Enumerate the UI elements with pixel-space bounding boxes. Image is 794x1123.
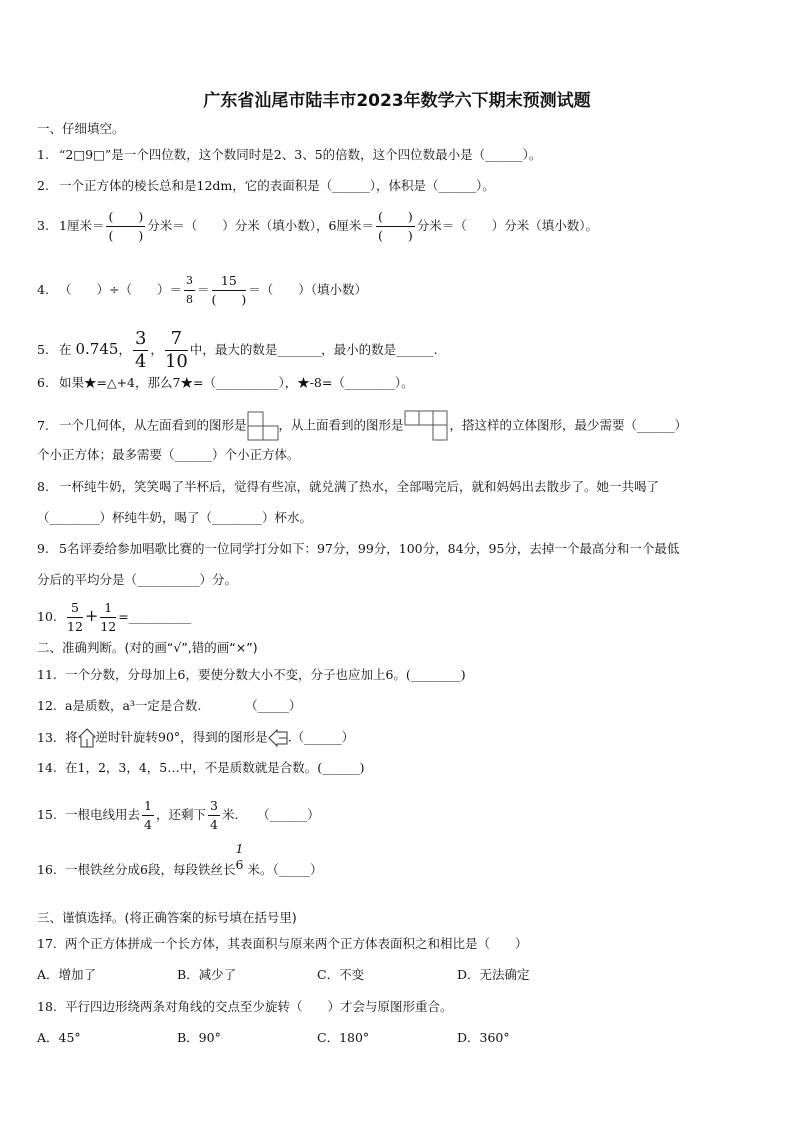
question-7-cont: 个小正方体；最多需要（______）个小正方体。 — [37, 447, 300, 462]
question-number: 13. — [37, 729, 57, 745]
question-12 — [37, 697, 301, 715]
question-9: 9. 5名评委给参加唱歌比赛的一位同学打分如下：97分，99分，100分，84分，95分，去掉一个最高分和一个最低 — [37, 541, 680, 556]
fraction-3-4: $\frac{3}{4}$ — [209, 798, 218, 832]
question-number: 3. — [37, 218, 49, 233]
question-number: 17. — [37, 936, 57, 951]
question-number: 2. — [37, 178, 49, 193]
fraction-1-12: $\frac{1}{12}$ — [100, 600, 117, 634]
option-c[interactable]: C．180° — [317, 1030, 370, 1045]
option-b[interactable]: B．减少了 — [177, 967, 237, 982]
question-10: 10. $\frac{5}{12}$ + $\frac{1}{12}$ =__________ — [37, 600, 192, 634]
option-d[interactable]: D．无法确定 — [457, 967, 530, 982]
question-number: 16. — [37, 862, 57, 877]
fraction-blank: $\frac{( )}{( )}$ — [108, 209, 144, 243]
option-c[interactable]: C．不变 — [317, 967, 365, 982]
question-text: a是质数，a³一定是合数. （_____） — [65, 698, 302, 713]
question-number: 1. — [37, 147, 49, 162]
question-number: 8. — [37, 479, 49, 494]
question-14 — [37, 759, 365, 777]
option-a[interactable]: A．增加了 — [37, 967, 97, 982]
question-number: 4. — [37, 282, 49, 297]
question-2 — [37, 177, 495, 195]
question-text: 一个分数，分母加上6，要使分数大小不变，分子也应加上6。(________) — [65, 667, 466, 682]
option-a[interactable]: A．45° — [37, 1030, 81, 1045]
question-text: “2□9□”是一个四位数，这个数同时是2、3、5的倍数，这个四位数最小是（______）。 — [59, 147, 542, 162]
question-number: 14. — [37, 760, 57, 775]
arrow-shape-original — [78, 728, 96, 748]
skewed-fraction: 1 6 — [235, 841, 244, 872]
question-number: 7. — [37, 417, 49, 433]
question-9-cont: 分后的平均分是（__________）分。 — [37, 572, 238, 587]
fraction-7-10: $\frac{7}{10}$ — [164, 328, 188, 372]
page-title: 广东省汕尾市陆丰市2023年数学六下期末预测试题 — [203, 91, 591, 111]
option-d[interactable]: D．360° — [457, 1030, 510, 1045]
question-text: 一个正方体的棱长总和是12dm，它的表面积是（______），体积是（______）。 — [59, 178, 495, 193]
fraction-blank: $\frac{( )}{( )}$ — [377, 209, 413, 243]
question-18 — [37, 998, 453, 1016]
question-7: 7. 一个几何体，从左面看到的图形是 ，从上面看到的图形是 ，搭这样的立体图形，最少需要（______） — [37, 410, 687, 442]
fraction-3-4: $\frac{3}{4}$ — [134, 328, 147, 372]
question-number: 10. — [37, 609, 57, 624]
question-17 — [37, 935, 528, 953]
question-15: 15. 一根电线用去 $\frac{1}{4}$ ，还剩下 $\frac{3}{4}$ 米. （______） — [37, 798, 320, 832]
question-text: 在1，2，3，4，5…中，不是质数就是合数。(______) — [65, 760, 365, 775]
fraction-15-blank: $\frac{15}{( )}$ — [211, 273, 247, 307]
question-3: 3. 1厘米＝ $\frac{( )}{( )}$ 分米＝（ ）分米（填小数），6厘米＝ $\frac{( )}{( )}$ 分米＝（ ）分米（填小数）。 — [37, 209, 598, 243]
question-8-cont: （________）杯纯牛奶，喝了（________）杯水。 — [37, 510, 313, 525]
question-17-options — [37, 966, 597, 984]
question-number: 12. — [37, 698, 57, 713]
question-6 — [37, 374, 414, 392]
arrow-shape-rotated — [268, 729, 288, 747]
question-18-options — [37, 1029, 597, 1047]
top-view-figure — [404, 410, 450, 442]
question-text: 两个正方体拼成一个长方体，其表面积与原来两个正方体表面积之和相比是（ ） — [65, 936, 528, 951]
question-number: 6. — [37, 375, 49, 390]
question-number: 5. — [37, 342, 49, 357]
fraction-3-8: $\frac{3}{8}$ — [185, 274, 193, 306]
question-13: 13. 将 逆时针旋转90°，得到的图形是 .（______） — [37, 728, 354, 748]
question-number: 9. — [37, 541, 49, 556]
fraction-5-12: $\frac{5}{12}$ — [67, 600, 83, 634]
question-number: 15. — [37, 807, 57, 822]
question-8: 8. 一杯纯牛奶，笑笑喝了半杯后，觉得有些凉，就兑满了热水，全部喝完后，就和妈妈出去散步了。她一共喝了 — [37, 479, 660, 494]
question-1 — [37, 146, 541, 164]
question-text: 平行四边形绕两条对角线的交点至少旋转（ ）才会与原图形重合。 — [65, 999, 453, 1014]
section-fill-blank: 一、仔细填空。 — [37, 121, 125, 136]
question-11 — [37, 666, 466, 684]
section-true-false: 二、准确判断。(对的画“√”,错的画“×”) — [37, 640, 258, 655]
question-5: 5. 在 0.745， $\frac{3}{4}$ ， $\frac{7}{10}$ 中，最大的数是_______，最小的数是______. — [37, 328, 438, 372]
question-16: 16. 一根铁丝分成6段，每段铁丝长 1 6 米。（_____） — [37, 841, 323, 877]
option-b[interactable]: B．90° — [177, 1030, 221, 1045]
question-number: 11. — [37, 667, 57, 682]
question-text: 如果★=△+4，那么7★=（__________），★-8=（________）。 — [59, 375, 414, 390]
section-multiple-choice: 三、谨慎选择。(将正确答案的标号填在括号里) — [37, 910, 297, 925]
left-view-figure — [247, 411, 279, 441]
question-number: 18. — [37, 999, 57, 1014]
question-4: 4. （ ）÷（ ）＝ $\frac{3}{8}$ ＝ $\frac{15}{( )}$ ＝（ ）（填小数） — [37, 273, 368, 307]
fraction-1-4: $\frac{1}{4}$ — [144, 798, 152, 832]
